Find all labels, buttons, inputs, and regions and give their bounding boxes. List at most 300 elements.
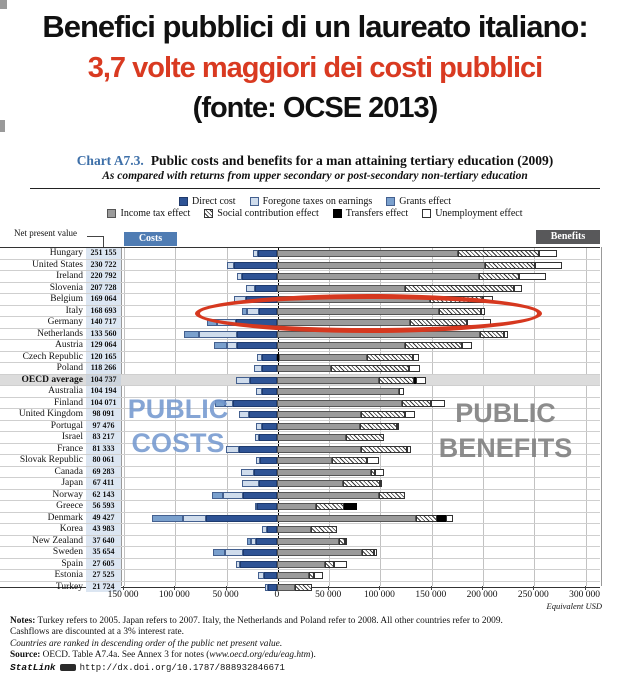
npv-value: 35 654 xyxy=(86,547,121,558)
slide-title-line3-source: (fonte: OCSE 2013) xyxy=(192,92,438,124)
benefit-bar xyxy=(277,572,323,579)
legend-item-social xyxy=(204,208,318,219)
bar-segment-social xyxy=(343,480,381,487)
cost-bar xyxy=(121,515,277,522)
bar-area xyxy=(121,340,600,351)
country-label: Sweden xyxy=(52,547,83,557)
legend-item-grants xyxy=(386,196,451,207)
bar-area xyxy=(121,547,600,558)
legend-item-unemp xyxy=(422,208,522,219)
legend-row-1 xyxy=(179,196,451,207)
bar-segment-foregone xyxy=(242,480,259,487)
bar-area xyxy=(121,536,600,547)
social-swatch-icon xyxy=(204,209,213,218)
country-label: Norway xyxy=(52,489,83,500)
cost-bar xyxy=(121,250,277,257)
cost-bar xyxy=(121,480,277,487)
bar-segment-social xyxy=(485,262,535,269)
bar-segment-social xyxy=(367,354,413,361)
npv-value: 69 283 xyxy=(86,467,121,478)
bar-segment-direct xyxy=(256,538,277,545)
source-url[interactable]: www.oecd.org/edu/eag.htm xyxy=(209,649,311,660)
axis-tick-label: 300 000 xyxy=(569,590,601,600)
chart-row-greece xyxy=(0,501,600,513)
npv-value: 37 640 xyxy=(86,536,121,547)
npv-value: 168 693 xyxy=(86,306,121,317)
bar-segment-direct xyxy=(262,365,277,372)
benefit-bar xyxy=(277,273,546,280)
country-label: Slovak Republic xyxy=(19,455,83,465)
bar-area xyxy=(121,283,600,294)
chart-row-poland xyxy=(0,363,600,375)
npv-value: 21 724 xyxy=(86,582,121,593)
slide-title-line1: Benefici pubblici di un laureato italiano: xyxy=(42,9,588,44)
bar-segment-unemp xyxy=(514,285,522,292)
bar-segment-social xyxy=(361,446,407,453)
axis-tick-label: 50 000 xyxy=(315,590,342,600)
country-label: United Kingdom xyxy=(18,409,83,419)
bar-segment-unemp xyxy=(334,561,346,568)
bar-segment-income xyxy=(277,423,360,430)
bar-segment-direct xyxy=(259,480,276,487)
bar-area xyxy=(121,352,600,363)
country-label: New Zealand xyxy=(32,535,83,546)
bar-area xyxy=(121,248,600,259)
benefit-bar xyxy=(277,549,377,556)
cost-bar xyxy=(121,262,277,269)
bar-segment-direct xyxy=(237,331,277,338)
chart-row-sweden xyxy=(0,547,600,559)
bar-segment-income xyxy=(277,480,343,487)
cost-bar xyxy=(121,492,277,499)
bar-segment-grants xyxy=(212,492,222,499)
bar-segment-grants xyxy=(214,342,226,349)
bar-segment-social xyxy=(325,561,334,568)
bar-segment-unemp xyxy=(446,515,453,522)
country-label: Turkey xyxy=(55,581,83,592)
country-label: Canada xyxy=(54,466,83,477)
bar-segment-direct xyxy=(243,492,277,499)
npv-value: 104 737 xyxy=(86,375,121,386)
bar-segment-unemp xyxy=(409,365,420,372)
unemp-swatch-icon xyxy=(422,209,431,218)
bar-segment-social xyxy=(362,549,374,556)
cost-bar xyxy=(121,377,277,384)
npv-value: 67 411 xyxy=(86,478,121,489)
npv-value: 97 476 xyxy=(86,421,121,432)
bar-segment-foregone xyxy=(236,377,250,384)
bar-segment-transfers xyxy=(437,515,446,522)
bar-area xyxy=(121,524,600,535)
header-rule xyxy=(30,188,600,189)
income-swatch-icon xyxy=(107,209,116,218)
benefit-bar xyxy=(277,411,415,418)
bar-segment-direct xyxy=(254,469,277,476)
notes-line-italic: Countries are ranked in descending order of the public net present value. xyxy=(10,638,283,649)
npv-value: 140 717 xyxy=(86,317,121,328)
chart-row-spain xyxy=(0,559,600,571)
npv-value: 251 155 xyxy=(86,248,121,259)
benefit-bar xyxy=(277,480,383,487)
bar-segment-foregone xyxy=(223,492,244,499)
bar-area xyxy=(121,570,600,581)
axis-tick-label: 0 xyxy=(274,590,280,600)
npv-value: 104 071 xyxy=(86,398,121,409)
bar-segment-unemp xyxy=(397,423,399,430)
country-label: Spain xyxy=(61,558,83,569)
cost-bar xyxy=(121,503,277,510)
bar-segment-direct xyxy=(264,572,277,579)
costs-header-box: Costs xyxy=(124,232,177,246)
benefit-bar xyxy=(277,515,453,522)
bar-segment-social xyxy=(360,423,397,430)
bar-segment-income xyxy=(277,515,416,522)
benefit-bar xyxy=(277,377,426,384)
bar-area xyxy=(121,467,600,478)
bar-segment-transfers xyxy=(344,503,357,510)
axis-tick-label: 250 000 xyxy=(517,590,549,600)
npv-value: 49 427 xyxy=(86,513,121,524)
bar-segment-social xyxy=(416,515,437,522)
bar-segment-income xyxy=(277,400,402,407)
axis-tick-label: 50 000 xyxy=(212,590,239,600)
bar-segment-grants xyxy=(152,515,183,522)
cost-bar xyxy=(121,538,277,545)
axis-unit-label: Equivalent USD xyxy=(546,601,602,611)
bar-segment-income xyxy=(277,549,362,556)
bar-segment-income xyxy=(277,492,380,499)
npv-value: 27 525 xyxy=(86,570,121,581)
benefit-bar xyxy=(277,538,347,545)
bar-segment-foregone xyxy=(183,515,207,522)
bar-segment-direct xyxy=(206,515,277,522)
bar-segment-direct xyxy=(234,262,277,269)
benefit-bar xyxy=(277,561,347,568)
bar-segment-social xyxy=(316,503,344,510)
cost-bar xyxy=(121,365,277,372)
npv-value: 98 091 xyxy=(86,409,121,420)
bar-area xyxy=(121,363,600,374)
legend-item-transfers xyxy=(333,208,408,219)
bar-segment-income xyxy=(277,250,459,257)
chart-row-japan xyxy=(0,478,600,490)
benefit-bar xyxy=(277,469,384,476)
chart-row-oecd-average xyxy=(0,375,600,387)
bar-segment-direct xyxy=(233,400,277,407)
legend-label: Grants effect xyxy=(399,196,452,207)
npv-value: 230 722 xyxy=(86,260,121,271)
legend-label: Transfers effect xyxy=(345,208,409,219)
watermark-public-costs: PUBLIC COSTS xyxy=(127,394,229,458)
bar-segment-foregone xyxy=(246,285,255,292)
bar-segment-income xyxy=(277,273,479,280)
bar-segment-foregone xyxy=(254,365,261,372)
bar-segment-grants xyxy=(184,331,199,338)
bar-segment-direct xyxy=(262,423,277,430)
cost-bar xyxy=(121,572,277,579)
bar-segment-unemp xyxy=(399,388,404,395)
cost-bar xyxy=(121,561,277,568)
country-label: France xyxy=(57,443,83,454)
npv-value: 129 064 xyxy=(86,340,121,351)
notes-line: Cashflows are discounted at a 3% interest rate. xyxy=(10,627,184,638)
benefit-bar xyxy=(277,434,384,441)
bar-segment-income xyxy=(277,388,399,395)
bar-segment-social xyxy=(405,285,514,292)
country-label: Poland xyxy=(56,363,83,373)
npv-value: 81 333 xyxy=(86,444,121,455)
statlink-label: StatLink xyxy=(10,662,56,673)
bar-segment-social xyxy=(405,342,461,349)
bar-segment-income xyxy=(277,411,361,418)
bar-area xyxy=(121,490,600,501)
country-label: Belgium xyxy=(50,294,83,304)
npv-value: 220 792 xyxy=(86,271,121,282)
bar-segment-direct xyxy=(257,503,276,510)
npv-value: 133 560 xyxy=(86,329,121,340)
country-label: Japan xyxy=(61,478,83,488)
npv-value: 43 983 xyxy=(86,524,121,535)
legend-item-direct xyxy=(179,196,236,207)
bar-segment-foregone xyxy=(239,411,249,418)
bar-segment-direct xyxy=(258,250,276,257)
npv-value: 56 593 xyxy=(86,501,121,512)
npv-value: 120 165 xyxy=(86,352,121,363)
country-label: Estonia xyxy=(54,570,83,580)
transfers-swatch-icon xyxy=(333,209,342,218)
bar-segment-direct xyxy=(262,354,277,361)
chart-subtitle: As compared with returns from upper secondary or post-secondary non-tertiary education xyxy=(102,170,528,182)
legend-label: Social contribution effect xyxy=(217,208,319,219)
bar-segment-direct xyxy=(239,446,277,453)
legend-label: Direct cost xyxy=(191,196,236,207)
bar-segment-social xyxy=(379,377,414,384)
chart-number-label: Chart A7.3. xyxy=(76,153,144,168)
benefit-bar xyxy=(277,423,399,430)
benefit-bar xyxy=(277,388,404,395)
bar-segment-direct xyxy=(250,377,277,384)
cost-bar xyxy=(121,526,277,533)
chart-row-czech-republic xyxy=(0,352,600,364)
bar-segment-unemp xyxy=(416,377,425,384)
foregone-swatch-icon xyxy=(250,197,259,206)
country-label: Italy xyxy=(65,305,83,316)
benefit-bar xyxy=(277,262,562,269)
notes-source-line: Source: OECD. Table A7.4a. See Annex 3 for notes (www.oecd.org/edu/eag.htm). xyxy=(10,649,316,660)
country-label: Portugal xyxy=(50,420,83,431)
axis-tick-label: 100 000 xyxy=(158,590,190,600)
statlink-url[interactable]: http://dx.doi.org/10.1787/888932846671 xyxy=(79,662,285,673)
chart-legend xyxy=(0,196,630,219)
npv-value: 118 266 xyxy=(86,363,121,374)
country-label: Denmark xyxy=(47,512,83,523)
bar-segment-social xyxy=(379,492,405,499)
bar-segment-direct xyxy=(260,457,276,464)
bar-area xyxy=(121,478,600,489)
cost-bar xyxy=(121,273,277,280)
cost-bar xyxy=(121,469,277,476)
bar-segment-social xyxy=(361,411,405,418)
country-label: Korea xyxy=(59,524,83,534)
bar-segment-unemp xyxy=(462,342,472,349)
chart-row-austria xyxy=(0,340,600,352)
bar-segment-foregone xyxy=(241,469,254,476)
bar-area xyxy=(121,271,600,282)
legend-label: Income tax effect xyxy=(120,208,191,219)
bar-segment-unemp xyxy=(405,411,415,418)
chart-row-denmark xyxy=(0,513,600,525)
bar-segment-income xyxy=(277,503,316,510)
legend-item-foregone xyxy=(250,196,373,207)
benefit-bar xyxy=(277,400,445,407)
country-label: United States xyxy=(32,259,83,270)
bar-segment-income xyxy=(277,365,331,372)
bar-segment-direct xyxy=(259,434,276,441)
bar-segment-social xyxy=(480,331,504,338)
chart-row-korea xyxy=(0,524,600,536)
bar-segment-unemp xyxy=(374,549,377,556)
benefit-bar xyxy=(277,342,472,349)
bar-segment-unemp xyxy=(314,572,323,579)
bar-segment-income xyxy=(277,377,380,384)
slide-title-block xyxy=(0,6,630,128)
bar-segment-social xyxy=(458,250,539,257)
country-label: Ireland xyxy=(56,271,83,281)
axis-tick-label: 200 000 xyxy=(466,590,498,600)
bar-segment-unemp xyxy=(367,457,379,464)
bar-segment-unemp xyxy=(519,273,546,280)
benefit-bar xyxy=(277,457,380,464)
bar-segment-social xyxy=(311,526,338,533)
bar-segment-unemp xyxy=(407,446,411,453)
npv-value: 207 728 xyxy=(86,283,121,294)
chart-header xyxy=(0,153,630,169)
bar-segment-income xyxy=(277,469,371,476)
watermark-public-benefits: PUBLIC BENEFITS xyxy=(438,398,573,463)
notes-line: Notes: Turkey refers to 2005. Japan refers to 2007. Italy, the Netherlands and Poland refer to 2008. All other countries refer to 2009. xyxy=(10,616,503,626)
bar-segment-income xyxy=(277,342,405,349)
axis-tick-label: 100 000 xyxy=(364,590,395,600)
benefit-bar xyxy=(277,285,522,292)
npv-value: 62 143 xyxy=(86,490,121,501)
country-label: Slovenia xyxy=(49,282,83,293)
bar-segment-foregone xyxy=(225,549,243,556)
benefit-bar xyxy=(277,526,338,533)
italy-highlight-ellipse xyxy=(195,294,542,333)
statlink-icon xyxy=(60,664,76,671)
benefit-bar xyxy=(277,446,411,453)
bar-segment-income xyxy=(277,285,405,292)
npv-value: 83 217 xyxy=(86,432,121,443)
chart-row-hungary xyxy=(0,248,600,260)
bar-segment-direct xyxy=(237,342,277,349)
bar-segment-grants xyxy=(213,549,224,556)
bar-area xyxy=(121,375,600,386)
legend-label: Foregone taxes on earnings xyxy=(262,196,373,207)
cost-bar xyxy=(121,549,277,556)
bar-segment-unemp xyxy=(345,538,347,545)
bar-segment-income xyxy=(277,262,485,269)
bar-segment-income xyxy=(277,561,325,568)
cost-bar xyxy=(121,285,277,292)
slide-title-line2-red: 3,7 volte maggiori dei costi pubblici xyxy=(87,52,543,84)
cost-bar xyxy=(121,354,277,361)
bar-segment-foregone xyxy=(199,331,237,338)
bar-segment-unemp xyxy=(413,354,419,361)
bar-segment-income xyxy=(277,526,311,533)
npv-value: 80 061 xyxy=(86,455,121,466)
benefit-bar xyxy=(277,365,421,372)
legend-label: Unemployment effect xyxy=(435,208,523,219)
cost-bar xyxy=(121,331,277,338)
bar-area xyxy=(121,513,600,524)
npv-connector-line xyxy=(87,236,104,237)
country-label: Netherlands xyxy=(37,328,83,339)
country-label: Czech Republic xyxy=(22,351,83,362)
npv-value: 169 064 xyxy=(86,294,121,305)
bar-segment-direct xyxy=(267,526,277,533)
bar-segment-direct xyxy=(240,561,277,568)
chart-row-united-states xyxy=(0,260,600,272)
bar-segment-foregone xyxy=(227,342,237,349)
legend-item-income xyxy=(107,208,190,219)
bar-segment-income xyxy=(277,446,361,453)
benefit-bar xyxy=(277,354,420,361)
bar-segment-foregone xyxy=(227,262,234,269)
bar-segment-direct xyxy=(242,273,277,280)
bar-segment-unemp xyxy=(504,331,508,338)
country-label: Austria xyxy=(55,340,83,350)
chart-row-new-zealand xyxy=(0,536,600,548)
chart-notes xyxy=(10,616,622,661)
net-present-value-label: Net present value xyxy=(14,228,77,238)
axis-tick-label: 150 000 xyxy=(107,590,139,600)
chart-row-ireland xyxy=(0,271,600,283)
bar-area xyxy=(121,260,600,271)
chart-row-slovenia xyxy=(0,283,600,295)
npv-connector-line xyxy=(103,236,104,247)
bar-segment-direct xyxy=(243,549,277,556)
bar-area xyxy=(121,501,600,512)
bar-segment-unemp xyxy=(380,480,382,487)
bar-segment-income xyxy=(277,538,340,545)
legend-row-2 xyxy=(107,208,522,219)
npv-value: 27 605 xyxy=(86,559,121,570)
npv-value: 104 194 xyxy=(86,386,121,397)
country-label: Finland xyxy=(53,397,83,408)
country-label: Germany xyxy=(47,317,83,327)
benefits-header-box: Benefits xyxy=(536,230,600,244)
grants-swatch-icon xyxy=(386,197,395,206)
bar-segment-unemp xyxy=(375,469,383,476)
bar-segment-unemp xyxy=(535,262,562,269)
bar-area xyxy=(121,559,600,570)
country-label: Australia xyxy=(48,386,83,396)
statlink-row xyxy=(10,662,285,673)
bar-segment-social xyxy=(346,434,384,441)
country-label: Israel xyxy=(61,432,83,442)
bar-segment-direct xyxy=(249,411,277,418)
bar-segment-direct xyxy=(262,388,277,395)
bar-segment-income xyxy=(277,457,332,464)
bar-segment-direct xyxy=(255,285,277,292)
chart-row-norway xyxy=(0,490,600,502)
benefit-bar xyxy=(277,503,357,510)
country-label: OECD average xyxy=(21,374,83,385)
x-axis xyxy=(107,586,601,612)
benefit-bar xyxy=(277,250,557,257)
chart-row-estonia xyxy=(0,570,600,582)
